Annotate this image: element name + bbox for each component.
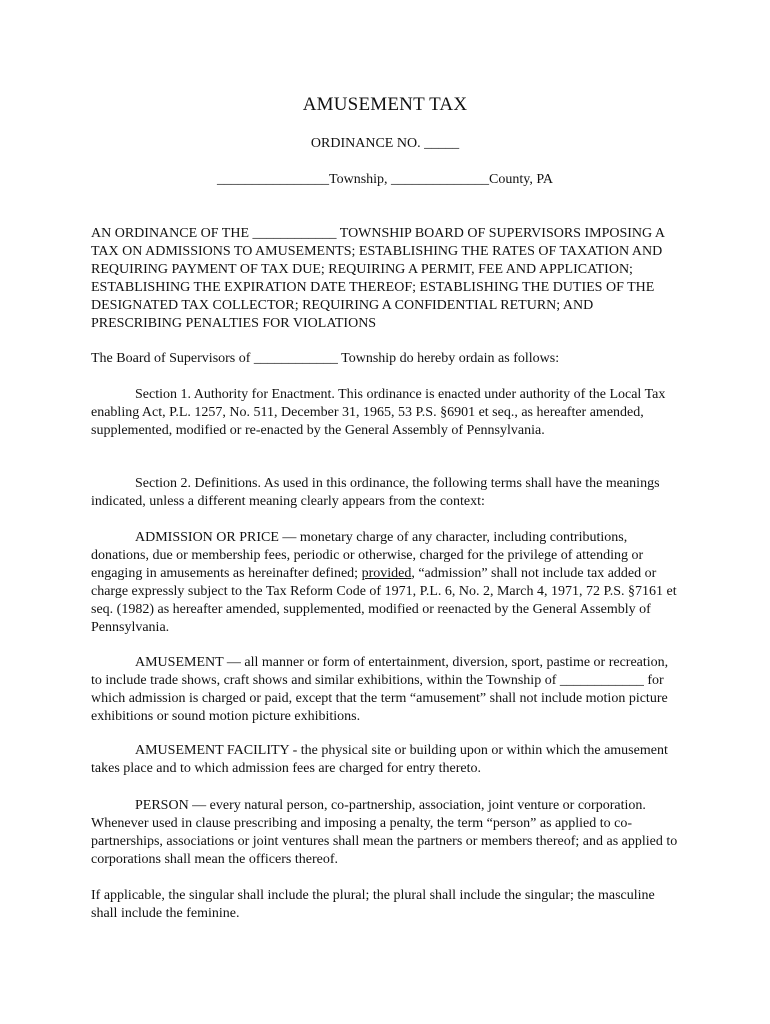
definition-admission-text-2: , “admission” shall not include tax added or charge expressly subject to the Tax Reform Code of 1971, P.L. 6, No. 2, March 4, 1971, 72 P.S. §7161 et seq. (1982) as hereafter amended, supplemented, modified or reenacted by the General Assembly of Pennsylvania. [91,566,677,635]
definition-admission-text-1: ADMISSION OR PRICE — monetary charge of any character, including contributions, donations, due or membership fees, periodic or otherwise, charged for the privilege of attending or engaging in amusements as hereinafter defined; [91,530,644,581]
definition-amusement: AMUSEMENT — all manner or form of entertainment, diversion, sport, pastime or recreation, to include trade shows, craft shows and similar exhibitions, within the Township of ____________ for which admission is charged or paid, except that the term “amusement” shall not include motion picture exhibitions or sound motion picture exhibitions. [91,655,669,724]
plural-gender-note: If applicable, the singular shall include the plural; the plural shall include the singular; the masculine shall include the feminine. [91,888,655,921]
definition-person: PERSON — every natural person, co-partnership, association, joint venture or corporation. Whenever used in clause prescribing and imposing a penalty, the term “person” as applied to co-partnerships, associations or joint ventures shall mean the partners or members thereof; and as applied to corporations shall mean the officers thereof. [91,798,678,867]
section-1-authority: Section 1. Authority for Enactment. This ordinance is enacted under authority of the Local Tax enabling Act, P.L. 1257, No. 511, December 31, 1965, 53 P.S. §6901 et seq., as hereafter amended, supplemented, modified or re-enacted by the General Assembly of Pennsylvania. [91,387,666,438]
ordinance-number: ORDINANCE NO. _____ [310,136,460,151]
definition-admission [91,529,681,637]
ordain-statement: The Board of Supervisors of ____________ Township do hereby ordain as follows: [91,351,560,366]
section-2-definitions: Section 2. Definitions. As used in this ordinance, the following terms shall have the meanings indicated, unless a different meaning clearly appears from the context: [91,476,660,509]
township-county-line: ________________Township, ______________County, PA [217,172,553,187]
definition-admission-provided: provided [361,566,412,581]
ordinance-preamble: AN ORDINANCE OF THE ____________ TOWNSHIP BOARD OF SUPERVISORS IMPOSING A TAX ON ADMISSIONS TO AMUSEMENTS; ESTABLISHING THE RATES OF TAXATION AND REQUIRING PAYMENT OF TAX DUE; REQUIRING A PERMIT, FEE AND APPLICATION; ESTABLISHING THE EXPIRATION DATE THEREOF; ESTABLISHING THE DUTIES OF THE DESIGNATED TAX COLLECTOR; REQUIRING A CONFIDENTIAL RETURN; AND PRESCRIBING PENALTIES FOR VIOLATIONS [91,226,665,331]
document-title: AMUSEMENT TAX [302,94,468,115]
definition-amusement-facility: AMUSEMENT FACILITY - the physical site or building upon or within which the amusement takes place and to which admission fees are charged for entry thereto. [91,743,668,776]
